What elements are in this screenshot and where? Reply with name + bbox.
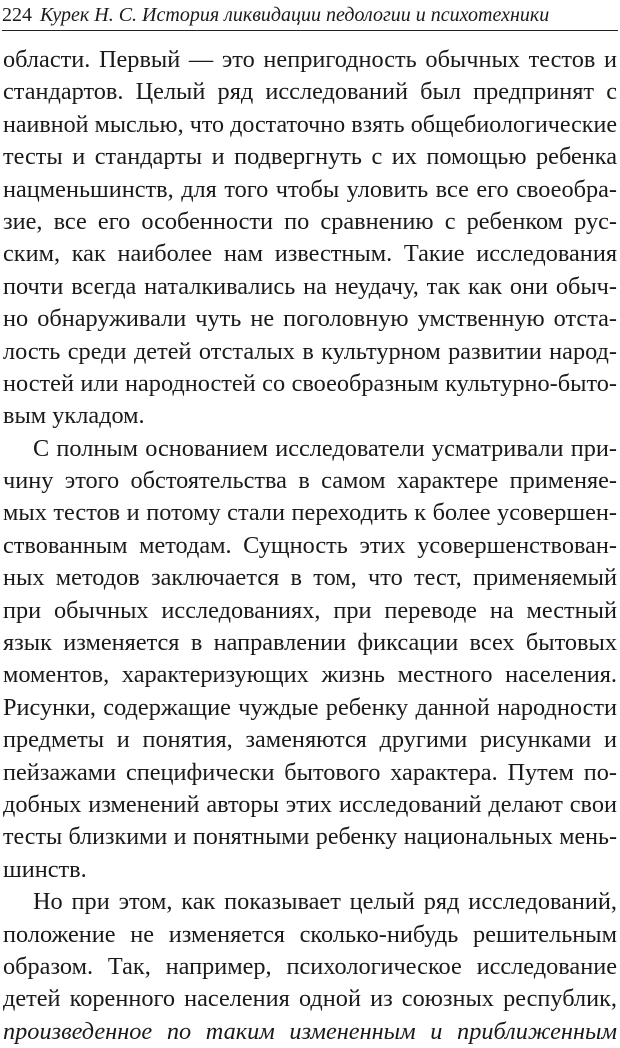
text-line: Но при этом, как показывает целый ряд исследований, (33, 888, 617, 916)
text-line: наивной мыслью, что достаточно взять общебиологические (3, 111, 617, 138)
text-line: произведенное по таким измененным и приближенным (3, 1017, 617, 1045)
text-line: ским, как наиболее нам известным. Такие исследования (3, 240, 617, 268)
paragraph-1 (3, 44, 617, 433)
text-line: зие, все его особенности по сравнению с ребенком рус- (3, 207, 617, 235)
running-title: Курек Н. С. История ликвидации педологии и психотехники (40, 4, 550, 26)
text-line: ных методов заключается в том, что тест, применяемый (3, 564, 617, 592)
body-text (3, 44, 617, 1048)
text-line: образом. Так, например, психологическое исследование (3, 952, 617, 980)
text-line: чину этого обстоятельства в самом характере применяе- (3, 467, 617, 495)
paragraph-2 (3, 433, 617, 886)
text-line: при обычных исследованиях, при переводе на местный (3, 596, 617, 624)
text-line: язык изменяется в направлении фиксации всех бытовых (3, 629, 617, 657)
text-line: положение не изменяется сколько-нибудь решительным (3, 920, 617, 948)
text-line: пейзажами специфически бытового характера. Путем по- (3, 758, 617, 786)
text-line: ствованным методам. Сущность этих усовершенствован- (3, 531, 617, 559)
text-line: нацменьшинств, для того чтобы уловить все его своеобра- (3, 175, 617, 203)
text-line: ностей или народностей со своеобразным культурно-быто- (3, 369, 617, 397)
text-line: предметы и понятия, заменяются другими рисунками и (3, 726, 617, 754)
text-line: С полным основанием исследователи усматривали при- (33, 434, 617, 462)
text-line: Рисунки, содержащие чуждые ребенку данной народности (3, 693, 617, 721)
paragraph-3 (3, 886, 617, 1048)
text-line: моментов, характеризующих жизнь местного населения. (3, 661, 617, 689)
running-header (2, 2, 618, 31)
text-line: почти всегда наталкивались на неудачу, так как они обыч- (3, 272, 617, 300)
text-line: тесты близкими и понятными ребенку национальных мень- (3, 824, 617, 851)
text-line: но обнаруживали чуть не поголовную умственную отста- (3, 305, 617, 333)
text-line: мых тестов и потому стали переходить к более усовершен- (3, 499, 617, 527)
text-line: шинств. (3, 855, 87, 883)
text-line: лость среди детей отсталых в культурном развитии народ- (3, 337, 617, 365)
text-line: стандартов. Целый ряд исследований был предпринят с (3, 78, 617, 106)
text-line: тесты и стандарты и подвергнуть с их помощью ребенка (3, 143, 617, 171)
text-line: добных изменений авторы этих исследований делают свои (3, 790, 617, 818)
text-line: вым укладом. (3, 402, 145, 430)
text-line: детей коренного населения одной из союзных республик, (3, 985, 617, 1013)
page-number: 224 (2, 4, 32, 26)
text-line: области. Первый — это непригодность обычных тестов и (3, 46, 617, 73)
